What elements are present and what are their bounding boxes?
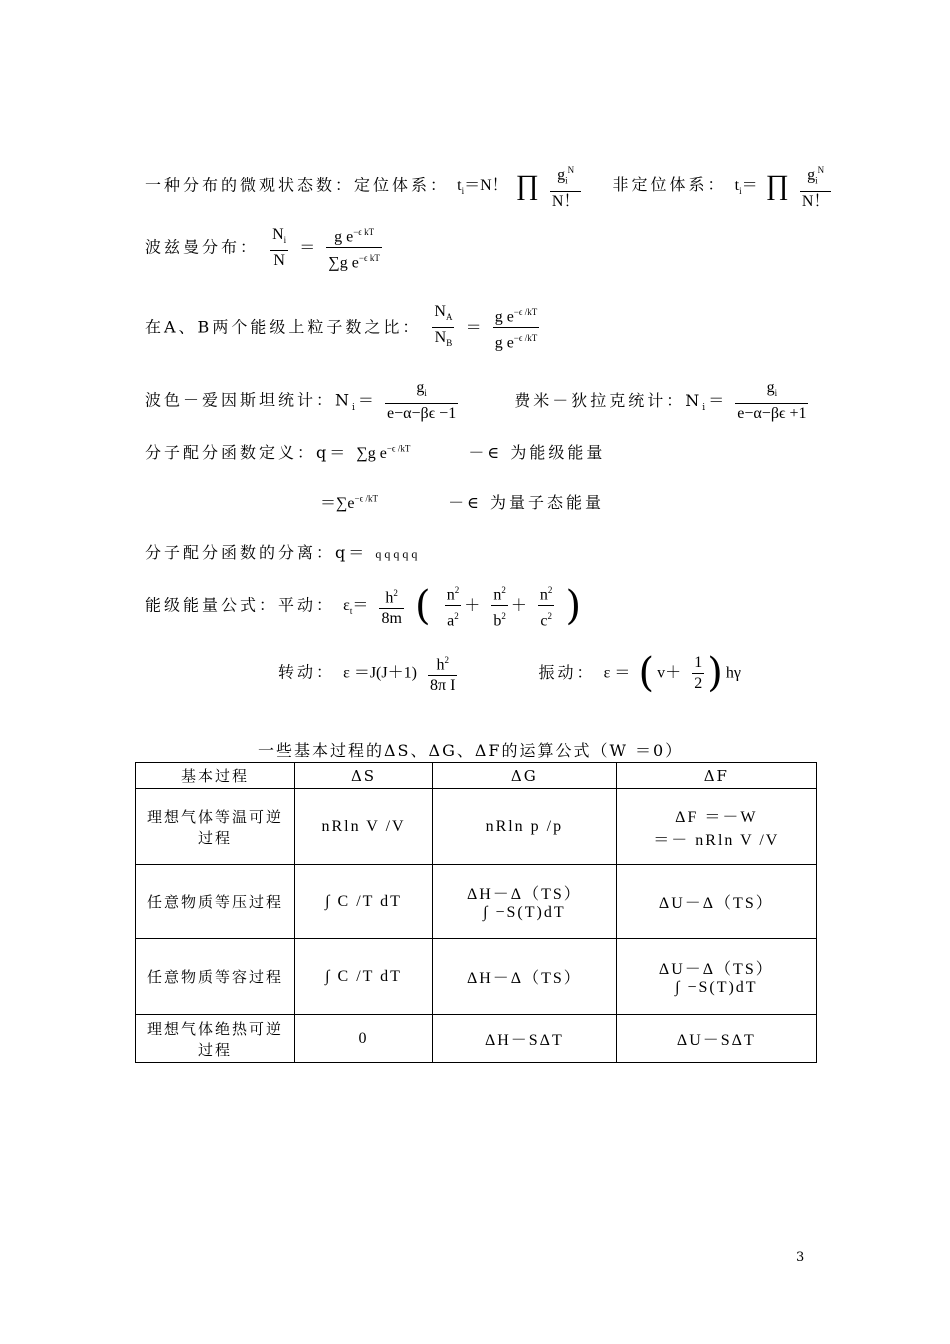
ratio-label: 在A、B两个能级上粒子数之比： (145, 317, 422, 337)
dg-cell: ΔH－Δ（TS） (433, 939, 617, 1015)
dg-cell: ΔH－SΔT (433, 1015, 617, 1063)
microstate-fraction: $\frac{g_i^N}{N!}$ (550, 160, 582, 212)
boltzmann-lhs: $\frac{N_i}{N}$ (272, 225, 287, 269)
ratio-rhs: $\frac{g e^{-\epsilon /kT}}{g e^{-\epsilon /kT}}$ (493, 302, 540, 354)
energy-label: 能级能量公式：平动： (145, 595, 336, 615)
header-dg: ΔG (433, 763, 617, 789)
rot-vib-line: 转动： ε ＝J(J＋1) $\frac{h^2}{\text{8π I}}$ 振动： ε ＝ (v＋ $\frac{1}{2}$ )hγ (278, 650, 741, 697)
rotation-formula: ε ＝J(J＋1) (343, 664, 417, 682)
boltzmann-line (145, 222, 385, 274)
vibration-label: 振动： (538, 662, 596, 682)
dg-cell: ΔH－Δ（TS） ∫ −S(T)dT (433, 865, 617, 939)
boltzmann-rhs: $\frac{g e^{-\epsilon kT}}{\sum g e^{-\epsilon kT}}$ (326, 222, 381, 274)
vibration-formula: ε ＝ (603, 664, 631, 682)
ratio-lhs: $\frac{N_A}{N_B}$ (434, 303, 453, 349)
product-symbol: ∏ (515, 169, 539, 201)
process-cell: 任意物质等容过程 (136, 939, 295, 1015)
table-header-row (136, 763, 817, 789)
df-cell: ΔU－Δ（TS） (616, 865, 816, 939)
fermi-fraction: $\frac{g_i}{e-\alpha-\beta\epsilon +1}$ (737, 379, 807, 423)
ratio-line (145, 302, 542, 354)
boltzmann-label: 波兹曼分布： (145, 237, 260, 257)
process-cell: 理想气体等温可逆过程 (136, 789, 295, 865)
nonlocalized-label: 非定位体系： (612, 175, 727, 195)
level-energy-note: －∈ 为能级能量 (468, 443, 606, 462)
ds-cell: ∫ C /T dT (295, 865, 433, 939)
bose-fraction: $\frac{g_i}{e-\alpha-\beta\epsilon -1}$ (387, 379, 457, 423)
partition-def-line-2 (320, 490, 604, 513)
table-row (136, 1015, 817, 1063)
quantum-stats-line: 波色－爱因斯坦统计：$N_i=$ $\frac{g_i}{e-\alpha-\beta\epsilon -1}$ 费米－狄拉克统计：$N_i=$ $\frac{g_i}{e-\alpha-\beta\epsilon +1}$ (145, 379, 807, 423)
table-row (136, 939, 817, 1015)
process-cell: 理想气体绝热可逆过程 (136, 1015, 295, 1063)
microstate-label: 一种分布的微观状态数：定位体系： (145, 175, 450, 195)
formula-table (135, 762, 817, 1063)
state-energy-note: －∈ 为量子态能量 (448, 493, 605, 512)
header-ds: ΔS (295, 763, 433, 789)
fermi-label: 费米－狄拉克统计：N (514, 390, 703, 410)
nonlocalized-fraction: $\frac{g_i^N}{N!}$ (800, 160, 832, 212)
table-row (136, 789, 817, 865)
process-cell: 任意物质等压过程 (136, 865, 295, 939)
partition-formula-2: $=\sum e^{-\epsilon /kT}$ (320, 493, 378, 512)
table-row (136, 865, 817, 939)
ds-cell: nRln V /V (295, 789, 433, 865)
microstate-line (145, 160, 834, 212)
partition-label: 分子配分函数定义：q＝ (145, 443, 349, 462)
partition-sep-line (145, 540, 417, 563)
nonlocalized-formula: $t_i=$ (734, 177, 758, 197)
bose-label: 波色－爱因斯坦统计：N (145, 390, 353, 410)
df-cell: ΔF ＝－W ＝－ nRln V /V (616, 789, 816, 865)
rotation-label: 转动： (278, 662, 336, 682)
product-symbol-2: ∏ (765, 169, 789, 201)
partition-sep-formula: q q q q q (375, 547, 418, 561)
partition-def-line (145, 440, 605, 463)
translational-line: 能级能量公式：平动： $\varepsilon_t=$ $\frac{h^2}{8m}$ ( $\frac{n^2}{a^2}$ ＋ $\frac{n^2}{b^2}$ ＋ $\frac{n^2}{c^2}$ ) (145, 580, 584, 632)
df-cell: ΔU－SΔT (616, 1015, 816, 1063)
microstate-formula: $t_i=N$！ (457, 177, 508, 197)
h-over-8m: $\frac{h^2}{8m}$ (379, 583, 403, 629)
df-cell: ΔU－Δ（TS） ∫ −S(T)dT (616, 939, 816, 1015)
dg-cell: nRln p /p (433, 789, 617, 865)
header-df: ΔF (616, 763, 816, 789)
partition-sep-label: 分子配分函数的分离：q＝ (145, 543, 368, 562)
header-process: 基本过程 (136, 763, 295, 789)
equals-sign: ＝ (465, 319, 482, 337)
table-caption: 一些基本过程的ΔS、ΔG、ΔF的运算公式（W ＝0） (258, 741, 684, 760)
ds-cell: ∫ C /T dT (295, 939, 433, 1015)
equals-sign: ＝ (299, 239, 316, 257)
page-number: 3 (796, 1250, 805, 1265)
partition-formula: ∑g $e^{-\epsilon /kT}$ (356, 443, 411, 462)
ds-cell: 0 (295, 1015, 433, 1063)
